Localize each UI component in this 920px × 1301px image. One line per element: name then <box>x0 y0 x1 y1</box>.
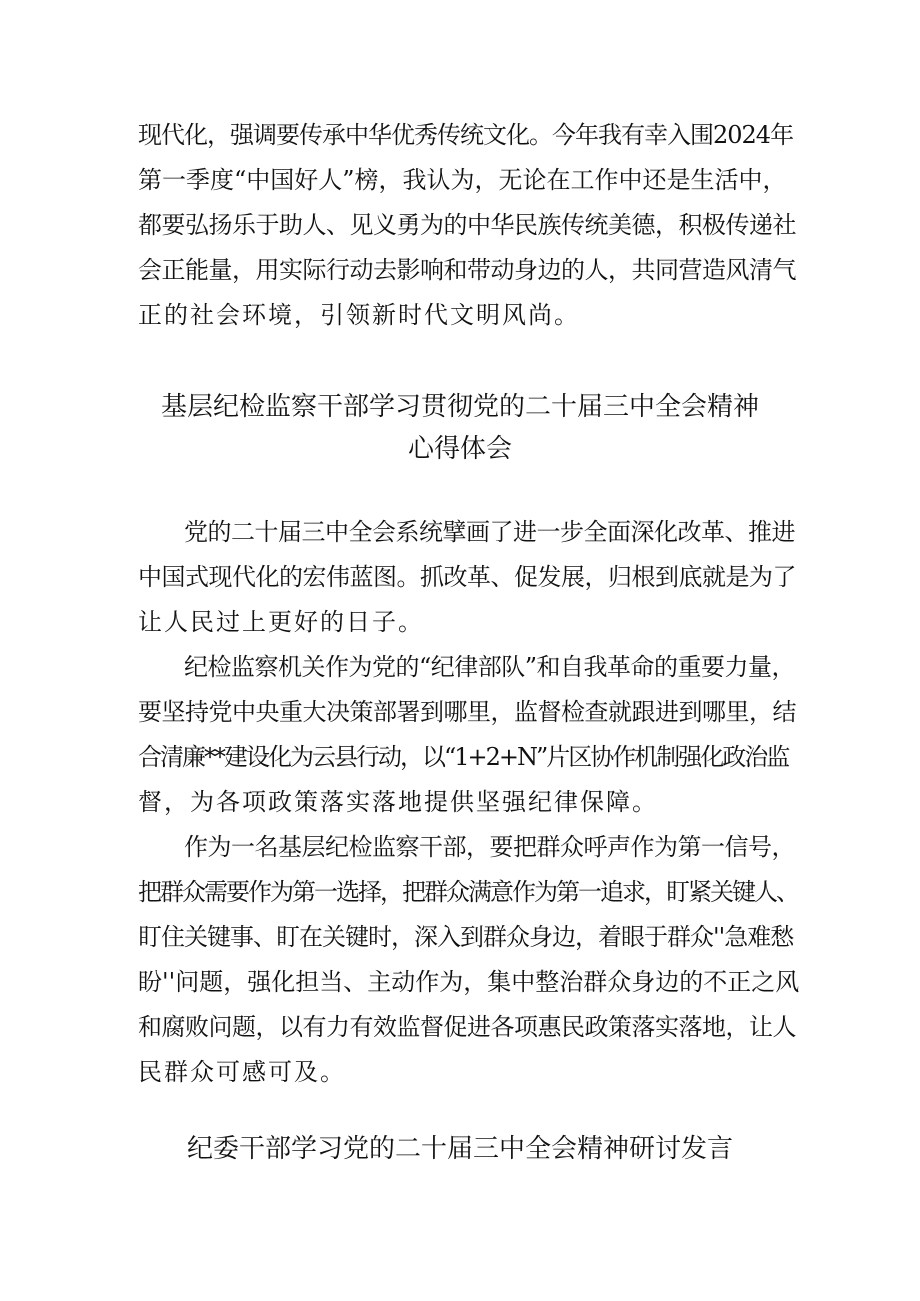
paragraph-line: 现代化，强调要传承中华优秀传统文化。今年我有幸入围2024年 <box>138 121 794 149</box>
paragraph-line: 第一季度“中国好人”榜，我认为，无论在工作中还是生活中， <box>138 166 787 194</box>
paragraph-line: 纪检监察机关作为党的“纪律部队”和自我革命的重要力量， <box>184 653 796 681</box>
paragraph-line: 要坚持党中央重大决策部署到哪里，监督检查就跟进到哪里，结 <box>138 698 796 726</box>
paragraph-line: 会正能量，用实际行动去影响和带动身边的人，共同营造风清气 <box>138 256 796 284</box>
section2-title: 纪委干部学习党的二十届三中全会精神研讨发言 <box>186 1134 733 1164</box>
paragraph-line: 合清廉**建设化为云县行动，以“1+2+N”片区协作机制强化政治监 <box>138 743 789 771</box>
section-title: 基层纪检监察干部学习贯彻党的二十届三中全会精神 <box>160 392 759 422</box>
paragraph-line: 把群众需要作为第一选择，把群众满意作为第一追求，盯紧关键人、 <box>138 878 798 906</box>
paragraph-line: 盯住关键事、盯在关键时，深入到群众身边，着眼于群众''急难愁 <box>138 923 794 951</box>
paragraph-line: 正的社会环境，引领新时代文明风尚。 <box>138 301 580 329</box>
paragraph-line: 都要弘扬乐于助人、见义勇为的中华民族传统美德，积极传递社 <box>138 211 796 239</box>
paragraph-line: 和腐败问题，以有力有效监督促进各项惠民政策落实落地，让人 <box>138 1013 796 1041</box>
paragraph-line: 党的二十届三中全会系统擘画了进一步全面深化改革、推进 <box>184 518 795 546</box>
paragraph-line: 民群众可感可及。 <box>138 1058 346 1086</box>
paragraph-line: 中国式现代化的宏伟蓝图。抓改革、促发展，归根到底就是为了 <box>138 563 796 591</box>
paragraph-line: 作为一名基层纪检监察干部，要把群众呼声作为第一信号， <box>184 833 795 861</box>
paragraph-line: 盼''问题，强化担当、主动作为，集中整治群众身边的不正之风 <box>138 968 800 996</box>
paragraph-line: 让人民过上更好的日子。 <box>138 608 424 636</box>
paragraph-line: 督，为各项政策落实落地提供坚强纪律保障。 <box>138 788 658 816</box>
section-title-line2: 心得体会 <box>407 434 512 464</box>
